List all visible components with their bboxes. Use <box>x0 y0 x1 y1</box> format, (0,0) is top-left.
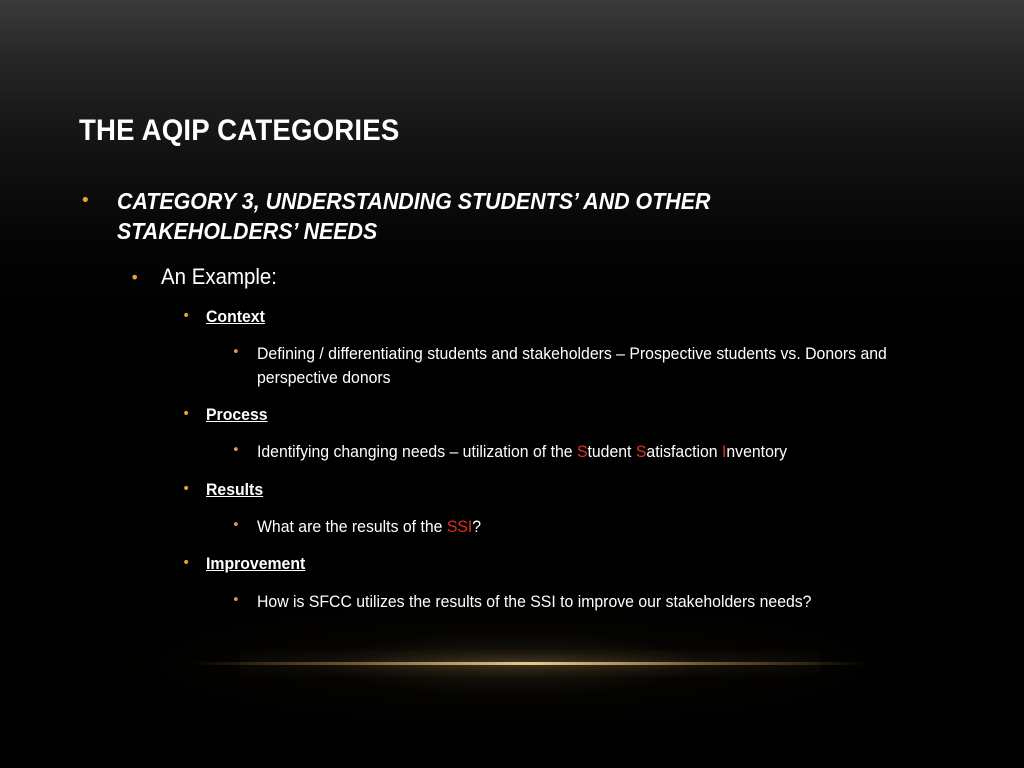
bullet-icon: • <box>182 308 191 324</box>
section-detail-improvement: How is SFCC utilizes the results of the SSI to improve our stakeholders needs? <box>257 592 812 611</box>
detail-text: ? <box>472 517 482 536</box>
bullet-icon: • <box>232 345 240 360</box>
section-heading-results: Results <box>206 480 264 499</box>
category-heading: CATEGORY 3, UNDERSTANDING STUDENTS’ AND OTHER STAKEHOLDERS’ NEEDS <box>117 188 711 244</box>
example-label: An Example: <box>161 264 278 289</box>
section-detail-results <box>257 515 908 539</box>
bullet-icon: • <box>232 518 240 533</box>
highlight-letter: I <box>721 442 727 461</box>
section-detail-process <box>257 440 908 464</box>
bullet-icon: • <box>130 268 140 287</box>
decorative-divider-line <box>190 662 870 665</box>
section-heading-process: Process <box>206 405 268 424</box>
highlight-letter: S <box>635 442 647 461</box>
section-detail-context: Defining / differentiating students and stakeholders – Prospective students vs. Donors and perspective donors <box>257 344 887 387</box>
highlight-ssi: SSI <box>446 517 473 536</box>
detail-text: What are the results of the <box>257 517 447 536</box>
bullet-icon: • <box>80 190 91 211</box>
bullet-icon: • <box>232 443 240 458</box>
detail-text: tudent <box>587 442 636 461</box>
section-heading-context: Context <box>206 307 265 326</box>
section-heading-improvement: Improvement <box>206 554 306 573</box>
bullet-icon: • <box>182 481 191 497</box>
slide-title: THE AQIP CATEGORIES <box>79 114 400 147</box>
detail-text: Identifying changing needs – utilization of the <box>257 442 577 461</box>
highlight-letter: S <box>576 442 588 461</box>
detail-text: atisfaction <box>646 442 722 461</box>
detail-text: nventory <box>726 442 788 461</box>
bullet-icon: • <box>232 593 240 608</box>
bullet-icon: • <box>182 406 191 422</box>
bullet-icon: • <box>182 555 191 571</box>
